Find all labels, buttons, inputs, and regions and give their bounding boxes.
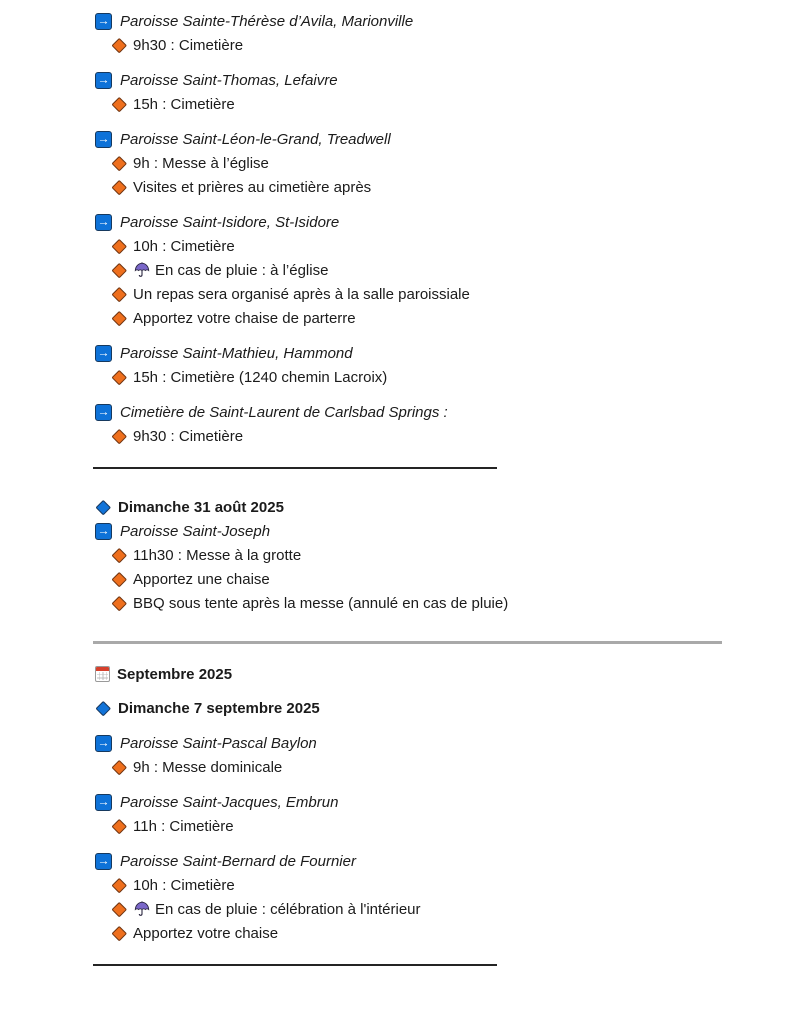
arrow-right-icon [95, 404, 112, 421]
blue-diamond-icon [96, 701, 111, 716]
orange-diamond-bullet [112, 97, 127, 112]
arrow-glyph: → [97, 214, 110, 229]
orange-diamond-bullet [112, 596, 127, 611]
event-text: 10h : Cimetière [133, 876, 235, 894]
orange-diamond-icon [112, 878, 127, 893]
umbrella-icon [134, 901, 150, 917]
event-line [93, 424, 791, 448]
event-line [93, 33, 791, 57]
event-line [93, 543, 791, 567]
orange-diamond-icon [112, 180, 127, 195]
orange-diamond-bullet [112, 287, 127, 302]
orange-diamond-icon [112, 263, 127, 278]
parish-name: Cimetière de Saint-Laurent de Carlsbad Springs : [120, 403, 448, 421]
section-divider [93, 964, 497, 966]
parish-name: Paroisse Saint-Léon-le-Grand, Treadwell [120, 130, 391, 148]
parish-name: Paroisse Saint-Pascal Baylon [120, 734, 317, 752]
calendar-icon-grid [97, 672, 108, 680]
event-text: Apportez votre chaise de parterre [133, 309, 356, 327]
section-divider [93, 467, 497, 469]
event-line [93, 814, 791, 838]
orange-diamond-bullet [112, 180, 127, 195]
orange-diamond-icon [112, 38, 127, 53]
parish-line [93, 731, 791, 755]
arrow-glyph: → [97, 404, 110, 419]
arrow-glyph: → [97, 131, 110, 146]
orange-diamond-bullet [112, 370, 127, 385]
umbrella-icon [134, 262, 150, 278]
arrow-glyph: → [97, 853, 110, 868]
event-line [93, 921, 791, 945]
orange-diamond-icon [112, 97, 127, 112]
arrow-glyph: → [97, 523, 110, 538]
event-text: BBQ sous tente après la messe (annulé en cas de pluie) [133, 594, 509, 612]
event-line [93, 755, 791, 779]
event-text: 9h30 : Cimetière [133, 36, 244, 54]
orange-diamond-bullet [112, 926, 127, 941]
orange-diamond-bullet [112, 239, 127, 254]
arrow-glyph: → [97, 345, 110, 360]
parish-line [93, 400, 791, 424]
document-body [93, 9, 791, 966]
month-heading-text: Septembre 2025 [117, 665, 233, 683]
orange-diamond-icon [112, 287, 127, 302]
arrow-right-icon [95, 345, 112, 362]
arrow-right-icon [95, 523, 112, 540]
orange-diamond-bullet [112, 760, 127, 775]
date-heading-text: Dimanche 7 septembre 2025 [118, 699, 320, 717]
event-line [93, 234, 791, 258]
parish-name: Paroisse Saint-Bernard de Fournier [120, 852, 356, 870]
orange-diamond-icon [112, 239, 127, 254]
orange-diamond-icon [112, 370, 127, 385]
orange-diamond-icon [112, 572, 127, 587]
orange-diamond-icon [112, 819, 127, 834]
event-text: Un repas sera organisé après à la salle paroissiale [133, 285, 470, 303]
month-heading-line [93, 662, 791, 686]
orange-diamond-icon [112, 596, 127, 611]
parish-line [93, 341, 791, 365]
event-text: En cas de pluie : à l’église [155, 261, 329, 279]
parish-line [93, 519, 791, 543]
event-line [93, 567, 791, 591]
orange-diamond-icon [112, 156, 127, 171]
arrow-right-icon [95, 853, 112, 870]
arrow-glyph: → [97, 735, 110, 750]
arrow-right-icon [95, 735, 112, 752]
date-heading-text: Dimanche 31 août 2025 [118, 498, 284, 516]
event-line [93, 897, 791, 921]
arrow-right-icon [95, 72, 112, 89]
arrow-right-icon [95, 131, 112, 148]
orange-diamond-bullet [112, 156, 127, 171]
event-text: 15h : Cimetière [133, 95, 235, 113]
event-line [93, 365, 791, 389]
event-line [93, 175, 791, 199]
parish-name: Paroisse Saint-Thomas, Lefaivre [120, 71, 338, 89]
event-line [93, 258, 791, 282]
parish-name: Paroisse Saint-Joseph [120, 522, 271, 540]
event-text: 15h : Cimetière (1240 chemin Lacroix) [133, 368, 388, 386]
event-line [93, 306, 791, 330]
event-text: En cas de pluie : célébration à l'intérieur [155, 900, 421, 918]
event-text: Apportez votre chaise [133, 924, 279, 942]
event-text: 11h : Cimetière [133, 817, 234, 835]
orange-diamond-bullet [112, 38, 127, 53]
parish-name: Paroisse Saint-Isidore, St-Isidore [120, 213, 340, 231]
orange-diamond-icon [112, 902, 127, 917]
event-text: 9h30 : Cimetière [133, 427, 244, 445]
arrow-glyph: → [97, 72, 110, 87]
event-line [93, 92, 791, 116]
blue-diamond-icon [96, 500, 111, 515]
event-text: 11h30 : Messe à la grotte [133, 546, 302, 564]
parish-line [93, 210, 791, 234]
arrow-glyph: → [97, 794, 110, 809]
orange-diamond-bullet [112, 548, 127, 563]
parish-line [93, 9, 791, 33]
orange-diamond-bullet [112, 902, 127, 917]
parish-name: Paroisse Saint-Mathieu, Hammond [120, 344, 353, 362]
parish-line [93, 127, 791, 151]
event-line [93, 873, 791, 897]
event-text: Visites et prières au cimetière après [133, 178, 372, 196]
date-heading-line [93, 495, 791, 519]
parish-name: Paroisse Saint-Jacques, Embrun [120, 793, 339, 811]
event-line [93, 151, 791, 175]
event-text: 9h : Messe dominicale [133, 758, 283, 776]
parish-name: Paroisse Sainte-Thérèse d’Avila, Marionville [120, 12, 414, 30]
calendar-icon-header [96, 667, 109, 671]
orange-diamond-icon [112, 760, 127, 775]
orange-diamond-bullet [112, 819, 127, 834]
orange-diamond-icon [112, 429, 127, 444]
orange-diamond-bullet [112, 311, 127, 326]
event-line [93, 591, 791, 615]
blue-diamond-bullet [96, 701, 111, 716]
month-section-divider [93, 641, 722, 644]
date-heading-line [93, 696, 791, 720]
arrow-glyph: → [97, 13, 110, 28]
parish-line [93, 68, 791, 92]
orange-diamond-icon [112, 926, 127, 941]
event-text: Apportez une chaise [133, 570, 270, 588]
arrow-right-icon [95, 214, 112, 231]
arrow-right-icon [95, 794, 112, 811]
arrow-right-icon [95, 13, 112, 30]
event-line [93, 282, 791, 306]
blue-diamond-bullet [96, 500, 111, 515]
orange-diamond-bullet [112, 429, 127, 444]
orange-diamond-icon [112, 548, 127, 563]
orange-diamond-bullet [112, 263, 127, 278]
orange-diamond-bullet [112, 878, 127, 893]
orange-diamond-icon [112, 311, 127, 326]
event-text: 9h : Messe à l’église [133, 154, 269, 172]
parish-line [93, 790, 791, 814]
calendar-icon [95, 666, 110, 682]
orange-diamond-bullet [112, 572, 127, 587]
parish-line [93, 849, 791, 873]
event-text: 10h : Cimetière [133, 237, 235, 255]
